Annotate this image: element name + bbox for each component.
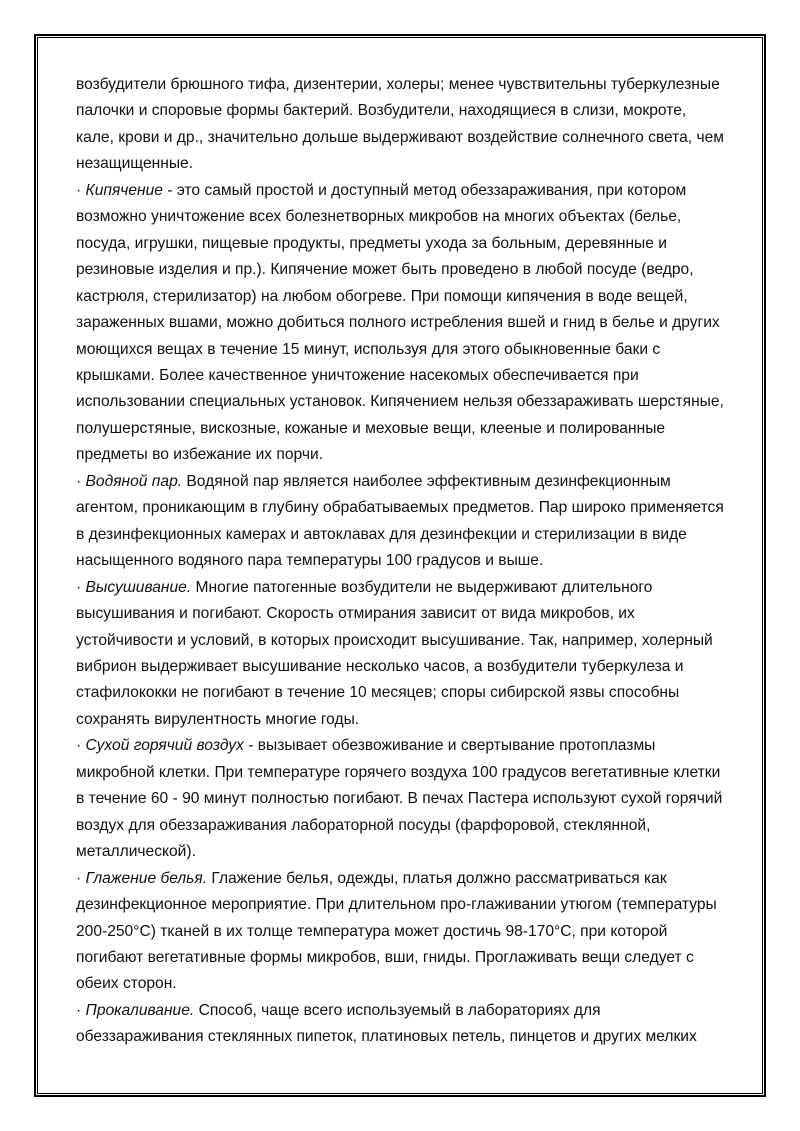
line-text: высушивания и погибают. Скорость отмирания зависит от вида микробов, их [76,605,635,623]
line-text: Водяной пар является наиболее эффективным дезинфекционным [182,472,671,490]
line-text: Способ, чаще всего используемый в лабораториях для [194,1001,601,1019]
line-text: стафилококки не погибают в течение 10 месяцев; споры сибирской язвы способны [76,684,680,702]
line-text: агентом, проникающим в глубину обрабатываемых предметов. Пар широко применяется [76,499,724,517]
line-text: микробной клетки. При температуре горячего воздуха 100 градусов вегетативные клетки [76,763,721,781]
bullet-marker: · [76,181,86,199]
line-text: металлической). [76,843,196,861]
line-text: сохранять вирулентность многие годы. [76,710,360,728]
text-line [76,310,726,336]
bullet-marker: · [76,472,86,490]
document-body [76,72,726,1051]
text-line [76,945,726,971]
section-first-line [76,998,726,1024]
bullet-marker: · [76,737,86,755]
text-line [76,813,726,839]
text-line [76,337,726,363]
line-text: использовании специальных установок. Кипячением нельзя обеззараживать шерстяные, [76,393,724,411]
section-first-line [76,469,726,495]
text-line [76,151,726,177]
section-term: Кипячение [85,181,163,199]
line-text: 200-250°С) тканей в их толще температура может достичь 98-170°С, при которой [76,922,668,940]
text-line [76,839,726,865]
text-line [76,72,726,98]
line-text: вибрион выдерживает высушивание несколько часов, а возбудители туберкулеза и [76,657,684,675]
line-text: погибают вегетативные формы микробов, вши, гниды. Проглаживать вещи следует с [76,948,694,966]
text-line [76,442,726,468]
text-line [76,707,726,733]
text-line [76,919,726,945]
section-term: Высушивание. [85,578,192,596]
line-text: воздух для обеззараживания лабораторной посуды (фарфоровой, стеклянной, [76,816,651,834]
section-first-line [76,866,726,892]
line-text: обеззараживания стеклянных пипеток, платиновых петель, пинцетов и других мелких [76,1028,697,1046]
text-line [76,284,726,310]
text-line [76,760,726,786]
text-line [76,892,726,918]
line-text: резиновые изделия и пр.). Кипячение может быть проведено в любой посуде (ведро, [76,261,694,279]
line-text: возможно уничтожение всех болезнетворных микробов на многих объектах (белье, [76,208,682,226]
line-text: обеих сторон. [76,975,177,993]
line-text: посуда, игрушки, пищевые продукты, предметы ухода за больным, деревянные и [76,234,667,252]
text-line [76,971,726,997]
section-term: Глажение белья. [85,869,208,887]
bullet-marker: · [76,578,86,596]
text-line [76,125,726,151]
section-first-line [76,575,726,601]
text-line [76,628,726,654]
text-line [76,231,726,257]
line-text: палочки и споровые формы бактерий. Возбудители, находящиеся в слизи, мокроте, [76,102,687,120]
line-text: крышками. Более качественное уничтожение насекомых обеспечивается при [76,366,639,384]
section-term: Прокаливание. [85,1001,195,1019]
text-line [76,98,726,124]
line-text: в дезинфекционных камерах и автоклавах для дезинфекции и стерилизации в виде [76,525,687,543]
line-text: дезинфекционное мероприятие. При длительном про-глаживании утюгом (температуры [76,896,717,914]
line-text: в течение 60 - 90 минут полностью погибают. В печах Пастера используют сухой горячий [76,790,723,808]
text-line [76,1024,726,1050]
bullet-marker: · [76,1001,86,1019]
text-line [76,522,726,548]
text-line [76,495,726,521]
section-term: Сухой горячий воздух [85,737,244,755]
line-text: возбудители брюшного тифа, дизентерии, холеры; менее чувствительны туберкулезные [76,76,720,93]
line-text: моющихся вещах в течение 15 минут, используя для этого обыкновенные баки с [76,340,661,358]
text-line [76,680,726,706]
section-term: Водяной пар. [85,472,183,490]
text-line [76,654,726,680]
text-line [76,548,726,574]
text-line [76,363,726,389]
text-line [76,204,726,230]
line-text: Многие патогенные возбудители не выдерживают длительного [191,578,653,596]
line-text: Глажение белья, одежды, платья должно рассматриваться как [207,869,667,887]
line-text: - это самый простой и доступный метод обеззараживания, при котором [162,181,687,199]
text-line [76,601,726,627]
line-text: кале, крови и др., значительно дольше выдерживают воздействие солнечного света, чем [76,128,724,146]
line-text: полушерстяные, вискозные, кожаные и меховые вещи, клееные и полированные [76,419,666,437]
text-line [76,257,726,283]
line-text: незащищенные. [76,155,194,173]
text-line [76,389,726,415]
line-text: насыщенного водяного пара температуры 100 градусов и выше. [76,552,544,570]
bullet-marker: · [76,869,86,887]
line-text: предметы во избежание их порчи. [76,446,324,464]
section-first-line [76,178,726,204]
line-text: зараженных вшами, можно добиться полного истребления вшей и гнид в белье и других [76,314,720,332]
line-text: - вызывает обезвоживание и свертывание протоплазмы [243,737,656,755]
text-line [76,786,726,812]
section-first-line [76,733,726,759]
line-text: кастрюля, стерилизатор) на любом обогреве. При помощи кипячения в воде вещей, [76,287,688,305]
text-line [76,416,726,442]
line-text: устойчивости и условий, в которых происходит высушивание. Так, например, холерный [76,631,713,649]
